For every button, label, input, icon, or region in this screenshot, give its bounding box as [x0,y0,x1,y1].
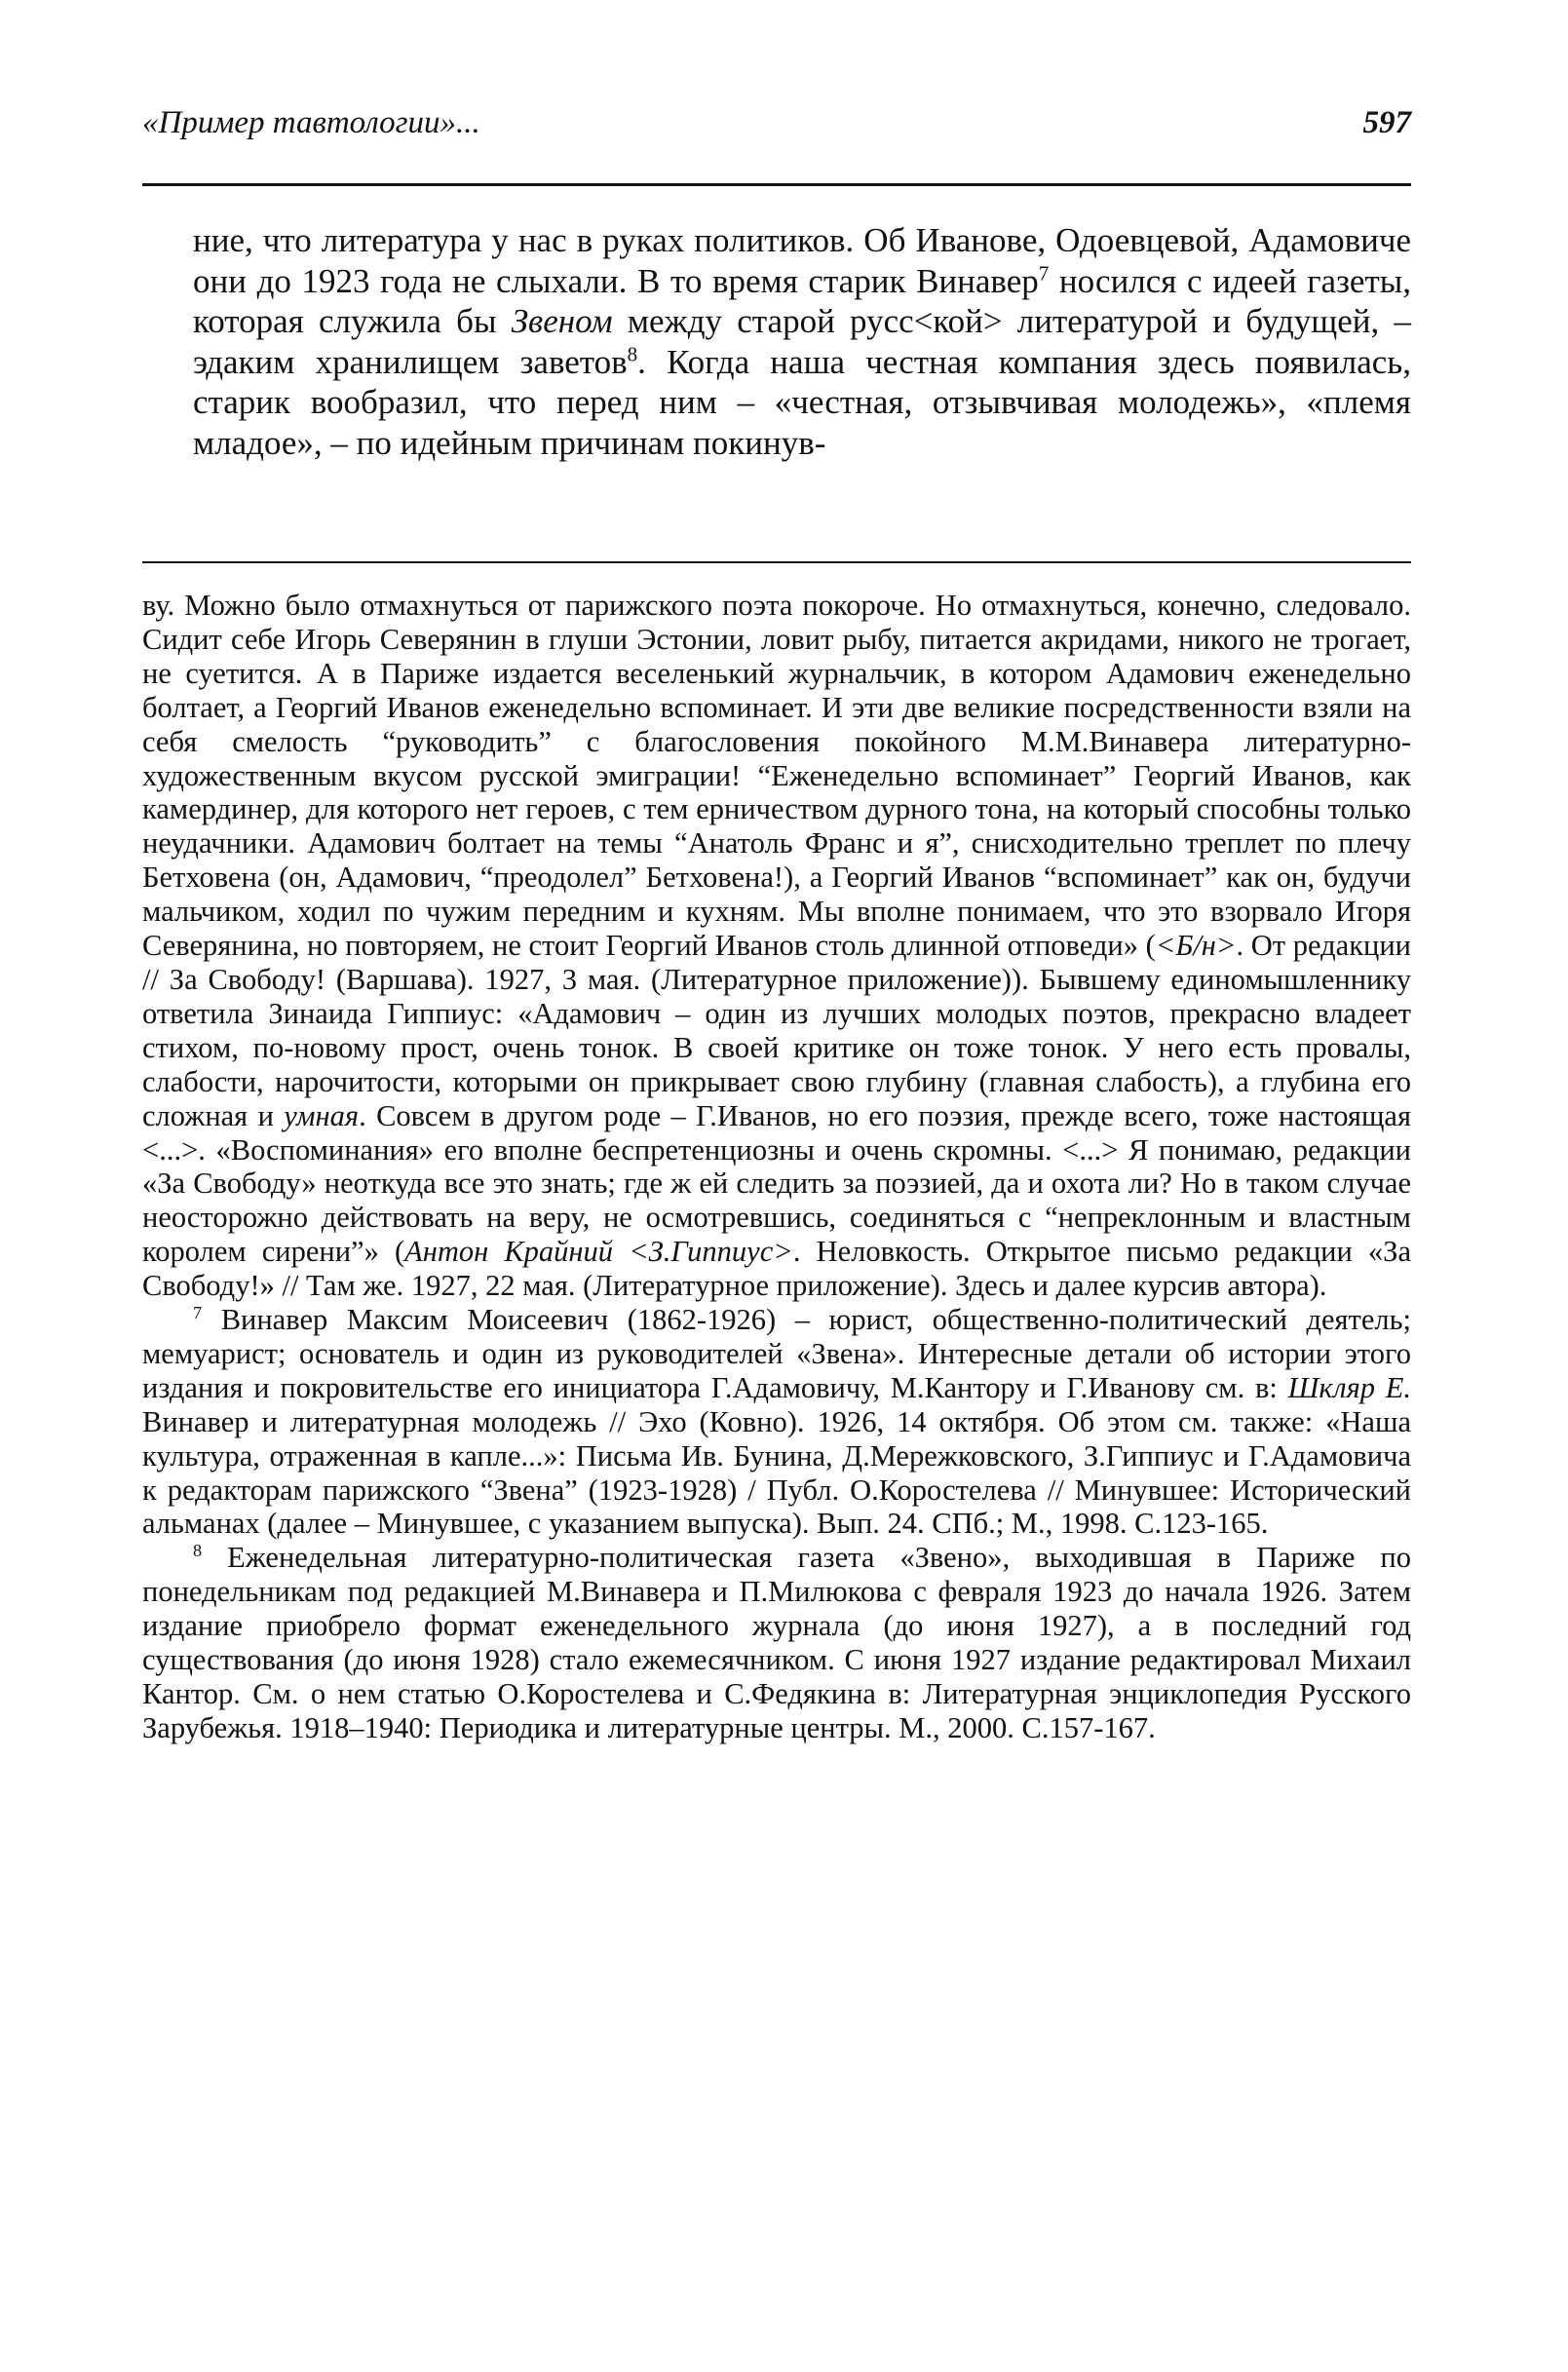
footnote-number: 7 [193,1302,203,1322]
main-text-paragraph [193,220,1411,463]
footnote-continuation [142,589,1411,1303]
footnote-rule [142,561,1411,563]
main-text-segment: носился с идеей газеты, которая служила бы [193,261,1412,340]
footnote-text: ву. Можно было отмахнуться от парижского поэта покороче. Но отмахнуться, конечно, следовало. Сидит себе Игорь Северянин в глуши Эстонии, ловит рыбу, питается акридами, никого не трогает, не суетится. А в Париже издается веселенький журнальчик, в котором Адамович еженедельно болтает, а Георгий Иванов еженедельно вспоминает. И эти две великие посредственности взяли на себя смелость “руководить” с благословения покойного М.М.Винавера литературно-художественным вкусом русской эмиграции! “Еженедельно вспоминает” Георгий Иванов, как камердинер, для которого нет героев, с тем ерничеством дурного тона, на который способны только неудачники. Адамович болтает на темы “Анатоль Франс и я”, снисходительно треплет по плечу Бетховена (он, Адамович, “преодолел” Бетховена!), а Георгий Иванов “вспоминает” как он, будучи мальчиком, ходил по чужим передним и кухням. Мы вполне понимаем, что это взорвало Игоря Северянина, но повторяем, не стоит Георгий Иванов столь длинной отповеди» ( [142,589,1411,963]
footnote-italic: Шкляр Е. [1287,1370,1412,1404]
footnote-8 [142,1541,1411,1744]
running-title: «Пример тавтологии»... [142,105,480,140]
footnote-text: . Совсем в другом роде – Г.Иванов, но его поэзия, прежде всего, тоже настоящая <...>. «Воспоминания» его вполне беспретенциозны и очень скромны. <...> Я понимаю, редакции «За Свободу» неоткуда все это знать; где ж ей следить за поэзией, да и охота ли? Но в таком случае неосторожно действовать на веру, не осмотревшись, соединяться с “непреклонным и властным королем сирени”» ( [142,1098,1411,1269]
main-text-segment: ние, что литература у нас в руках политиков. Об Иванове, Одоевцевой, Адамовиче они до 1923 года не слыхали. В то время старик Винавер [193,221,1411,300]
footnote-ref-8: 8 [627,341,638,365]
page-number: 597 [1362,105,1411,140]
footnote-7 [142,1303,1411,1541]
footnote-italic: умная [284,1098,360,1132]
header-rule [142,183,1411,186]
footnote-text: Винавер и литературная молодежь // Эхо (Ковно). 1926, 14 октября. Об этом см. также: «Наша культура, отраженная в капле...»: Письма Ив. Бунина, Д.Мережковского, З.Гиппиус и Г.Адамовича к редакторам парижского “Звена” (1923-1928) / Публ. О.Коростелева // Минувшее: Исторический альманах (далее – Минувшее, с указанием выпуска). Вып. 24. СПб.; М., 1998. С.123-165. [142,1404,1411,1541]
main-text-italic: Звеном [511,302,613,340]
footnote-number: 8 [193,1541,203,1561]
running-head [142,105,1411,164]
footnote-text: Еженедельная литературно-политическая газета «Звено», выходившая в Париже по понедельникам под редакцией М.Винавера и П.Милюкова с февраля 1923 до начала 1926. Затем издание приобрело формат еженедельного журнала (до июня 1927), а в последний год существования (до июня 1928) стало ежемесячником. С июня 1927 издание редактировал Михаил Кантор. См. о нем статью О.Коростелева и С.Федякина в: Литературная энциклопедия Русского Зарубежья. 1918–1940: Периодика и литературные центры. М., 2000. С.157-167. [142,1541,1411,1744]
main-text-segment: . Когда наша честная компания здесь появилась, старик вообразил, что перед ним – «честная, отзывчивая молодежь», «племя младое», – по идейным причинам покинув- [193,342,1411,462]
main-text-segment: между старой русс<кой> литературой и будущей, – эдаким хранилищем заветов [193,302,1411,381]
footnote-text: . Неловкость. Открытое письмо редакции «За Свободу!» // Там же. 1927, 22 мая. (Литературное приложение). Здесь и далее курсив автора). [142,1235,1411,1303]
footnote-ref-7: 7 [1038,260,1050,285]
footnote-text: Винавер Максим Моисеевич (1862-1926) – юрист, общественно-политический деятель; мемуарист; основатель и один из руководителей «Звена». Интересные детали об истории этого издания и покровительстве его инициатора Г.Адамовичу, М.Кантору и Г.Иванову см. в: [142,1303,1411,1404]
footnotes [142,589,1411,1745]
footnote-italic: <Б/н> [1155,929,1237,963]
footnote-italic: Антон Крайний <З.Гиппиус> [404,1235,793,1269]
footnote-text: . От редакции // За Свободу! (Варшава). 1927, 3 мая. (Литературное приложение)). Бывшему единомышленнику ответила Зинаида Гиппиус: «Адамович – один из лучших молодых поэтов, прекрасно владеет стихом, по-новому прост, очень тонок. В своей критике он тоже тонок. У него есть провалы, слабости, нарочитости, которыми он прикрывает свою глубину (главная слабость), а глубина его сложная и [142,929,1411,1132]
